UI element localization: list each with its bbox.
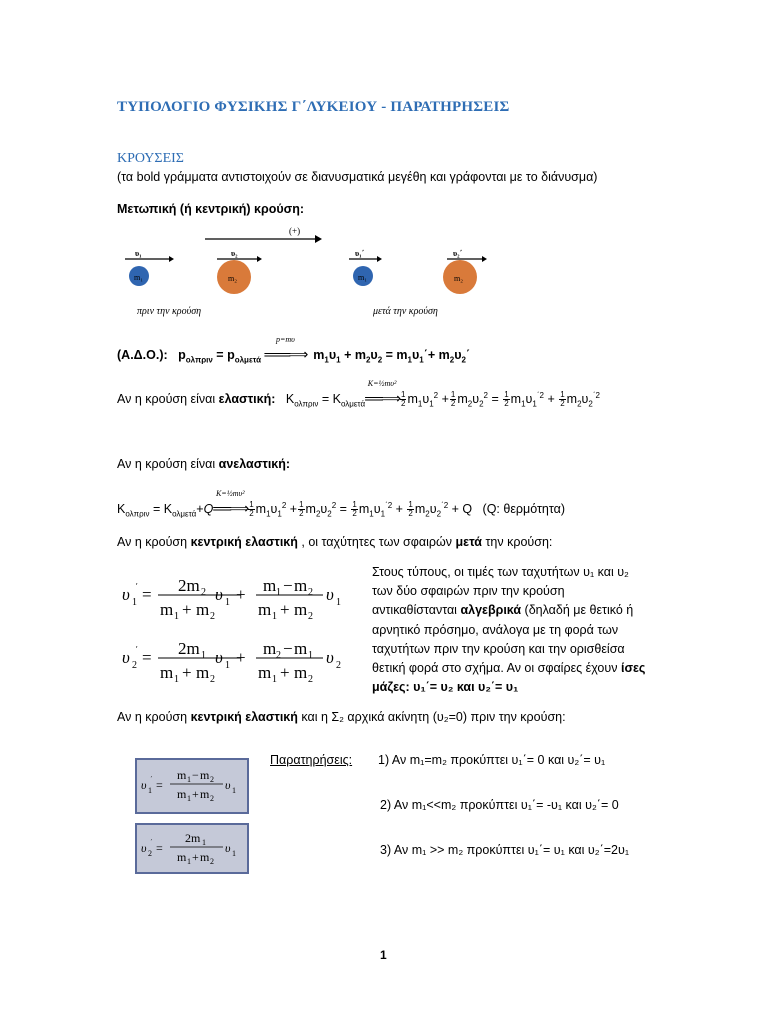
svg-text:+: + [280, 600, 290, 619]
svg-text:m: m [200, 787, 210, 801]
svg-text:1: 1 [276, 587, 281, 598]
svg-text:+: + [182, 663, 192, 682]
svg-text:+: + [280, 663, 290, 682]
svg-text:m: m [177, 787, 187, 801]
bold-note: (τα bold γράμματα αντιστοιχούν σε διανυσματικά μεγέθη και γράφονται με το διάνυσμα) [117, 170, 598, 184]
svg-text:υ: υ [141, 778, 147, 792]
svg-text:+: + [182, 600, 192, 619]
section-heading: ΚΡΟΥΣΕΙΣ [117, 151, 184, 166]
svg-text:1: 1 [187, 794, 191, 803]
svg-text:m: m [200, 768, 210, 782]
svg-text:υ: υ [215, 585, 223, 604]
stationary-target-heading: Αν η κρούση κεντρική ελαστική και η Σ₂ αρχικά ακίνητη (υ₂=0) πριν την κρούση: [117, 710, 566, 724]
m1-label: m₁ [134, 273, 144, 282]
svg-text:2: 2 [308, 611, 313, 622]
svg-text:2m: 2m [178, 639, 200, 658]
momentum-arrow: p=mυ ═══⟹ [264, 335, 307, 362]
elastic-prefix: Αν η κρούση είναι [117, 392, 216, 406]
svg-text:1: 1 [336, 597, 341, 608]
svg-text:2m: 2m [185, 831, 201, 845]
svg-text:υ: υ [225, 778, 231, 792]
svg-text:1: 1 [272, 611, 277, 622]
m2-label-after: m₂ [454, 274, 464, 283]
svg-text:=: = [156, 778, 163, 792]
svg-text:2: 2 [210, 857, 214, 866]
svg-text:υ: υ [225, 841, 231, 855]
svg-text:m: m [177, 768, 187, 782]
svg-text:1: 1 [225, 597, 230, 608]
elastic-bold: ελαστική: [218, 392, 276, 406]
svg-text:υ: υ [215, 648, 223, 667]
svg-text:1: 1 [201, 650, 206, 661]
svg-text:΄: ΄ [135, 583, 139, 594]
svg-text:1: 1 [132, 597, 137, 608]
central-elastic-heading: Αν η κρούση κεντρική ελαστική , οι ταχύτητες των σφαιρών μετά την κρούση: [117, 535, 553, 549]
svg-text:2: 2 [132, 660, 137, 671]
u1-prime-arrow [349, 256, 382, 262]
svg-text:1: 1 [308, 650, 313, 661]
svg-text:m: m [294, 576, 308, 595]
svg-text:m: m [160, 663, 174, 682]
svg-text:υ: υ [326, 648, 334, 667]
svg-text:m: m [258, 663, 272, 682]
svg-text:2: 2 [210, 775, 214, 784]
u2-label: υ₂ [231, 249, 238, 258]
svg-text:υ: υ [122, 648, 130, 667]
momentum-conservation-equation: (Α.Δ.Ο.): $p_{o\lambda\pi\rho\iota\nu} = p_{o\lambda\mu\varepsilon\tau ά}$ p=mυ ═══⟹ $m_1\upsilon_1 + m_2\upsilon_2 = m_1\upsilon_1΄+ m_2\upsilon_2΄$ [117, 335, 471, 365]
after-collision-label: μετά την κρούση [373, 306, 438, 317]
svg-text:΄: ΄ [135, 646, 139, 657]
heat-note: (Q: θερμότητα) [482, 502, 566, 516]
u1-arrow [125, 256, 174, 262]
velocity-formulas [118, 561, 358, 691]
svg-text:m: m [196, 600, 210, 619]
svg-text:1: 1 [187, 857, 191, 866]
boxed-formula-u2 [135, 823, 249, 874]
svg-text:=: = [156, 841, 163, 855]
momentum-label: (Α.Δ.Ο.): [117, 348, 168, 362]
observation-item-2: 2) Αν m₁<<m₂ προκύπτει υ₁΄= -υ₁ και υ₂΄= 0 [380, 798, 619, 812]
svg-text:2: 2 [308, 674, 313, 685]
svg-text:υ: υ [141, 841, 147, 855]
boxed-formula-u1 [135, 758, 249, 814]
svg-text:2: 2 [210, 794, 214, 803]
svg-text:υ: υ [122, 585, 130, 604]
m1-label-after: m₁ [358, 273, 368, 282]
positive-direction-arrow [205, 235, 322, 243]
central-collision-heading: Μετωπική (ή κεντρική) κρούση: [117, 202, 305, 216]
svg-text:+: + [236, 648, 246, 667]
svg-text:1: 1 [174, 674, 179, 685]
observation-item-1: 1) Αν m₁=m₂ προκύπτει υ₁΄= 0 και υ₂΄= υ₁ [378, 753, 606, 767]
observation-item-3: 3) Αν m₁ >> m₂ προκύπτει υ₁΄= υ₁ και υ₂΄=2υ₁ [380, 843, 630, 857]
svg-text:1: 1 [232, 849, 236, 858]
svg-text:m: m [177, 850, 187, 864]
svg-text:υ: υ [326, 585, 334, 604]
u2-prime-label: υ₂΄ [453, 249, 463, 258]
svg-text:−: − [192, 768, 199, 782]
svg-text:΄: ΄ [150, 775, 153, 784]
energy-arrow: K=½mυ² ══⟹ [365, 379, 400, 406]
svg-text:+: + [236, 585, 246, 604]
svg-text:m: m [200, 850, 210, 864]
svg-text:2: 2 [210, 611, 215, 622]
svg-text:−: − [283, 576, 293, 595]
svg-text:+: + [192, 787, 199, 801]
svg-text:−: − [283, 639, 293, 658]
svg-text:m: m [294, 639, 308, 658]
positive-label: (+) [289, 226, 301, 236]
svg-text:=: = [142, 648, 152, 667]
u1-label: υ₁ [135, 249, 142, 258]
svg-text:2: 2 [336, 660, 341, 671]
m2-label: m₂ [228, 274, 238, 283]
svg-text:m: m [263, 576, 277, 595]
inelastic-heading: Αν η κρούση είναι ανελαστική: [117, 457, 291, 471]
page-title: ΤΥΠΟΛΟΓΙΟ ΦΥΣΙΚΗΣ Γ΄ΛΥΚΕΙΟΥ - ΠΑΡΑΤΗΡΗΣΕΙΣ [117, 99, 510, 115]
inelastic-arrow: K=½mυ² ══⟹ [213, 489, 248, 516]
svg-text:2: 2 [308, 587, 313, 598]
svg-text:1: 1 [187, 775, 191, 784]
page-number: 1 [380, 948, 387, 962]
svg-text:2: 2 [210, 674, 215, 685]
svg-text:m: m [263, 639, 277, 658]
svg-text:2: 2 [201, 587, 206, 598]
svg-text:2m: 2m [178, 576, 200, 595]
collision-diagram [117, 222, 499, 322]
svg-text:m: m [196, 663, 210, 682]
svg-text:1: 1 [272, 674, 277, 685]
svg-text:2: 2 [276, 650, 281, 661]
svg-text:2: 2 [148, 849, 152, 858]
elastic-energy-equation: Αν η κρούση είναι ελαστική: $K_{o\lambda\pi\rho\iota\nu} = K_{o\lambda\mu\varepsilon\tau ά}$ K=½mυ² ══⟹ $\frac{1}{2}$ $m_1\upsilon_1^2$ + $\frac{1}{2}$ $m_2\upsilon_2^2$ = $\frac{1}{2}$ $m_1\upsilon_1^{΄2}$ + $\frac{1}{2}$ $m_2\upsilon_2^{΄2}$ [117, 379, 600, 409]
svg-text:1: 1 [225, 660, 230, 671]
svg-text:1: 1 [232, 786, 236, 795]
svg-text:+: + [192, 850, 199, 864]
svg-text:m: m [294, 600, 308, 619]
u1-prime-label: υ₁΄ [355, 249, 365, 258]
svg-text:΄: ΄ [150, 838, 153, 847]
formula-explanation: Στους τύπους, οι τιμές των ταχυτήτων υ₁ και υ₂ των δύο σφαιρών πριν την κρούση αντικαθίστανται αλγεβρικά (δηλαδή με θετικό ή αρνητικό πρόσημο, ανάλογα με τη φορά των ταχυτήτων πριν την κρούση και την ορισθείσα θετική φορά στο σχήμα. Αν οι σφαίρες έχουν ίσες μάζες: υ₁΄= υ₂ και υ₂΄= υ₁ [372, 565, 646, 695]
svg-text:1: 1 [202, 838, 206, 847]
svg-text:=: = [142, 585, 152, 604]
observations-label: Παρατηρήσεις: [270, 753, 353, 767]
before-collision-label: πριν την κρούση [137, 306, 202, 317]
svg-text:1: 1 [148, 786, 152, 795]
svg-text:1: 1 [174, 611, 179, 622]
inelastic-energy-equation: $K_{o\lambda\pi\rho\iota\nu} = K_{o\lambda\mu\varepsilon\tau ά}+Q$ K=½mυ² ══⟹ $\frac{1}{2}$ $m_1\upsilon_1^2$ + $\frac{1}{2}$ $m_2\upsilon_2^2$ = $\frac{1}{2}$ $m_1\upsilon_1^{΄2}$ + $\frac{1}{2}$ $m_2\upsilon_2^{΄2} + Q$ (Q: θερμότητα) [117, 489, 566, 519]
svg-text:m: m [258, 600, 272, 619]
svg-text:m: m [160, 600, 174, 619]
svg-text:m: m [294, 663, 308, 682]
